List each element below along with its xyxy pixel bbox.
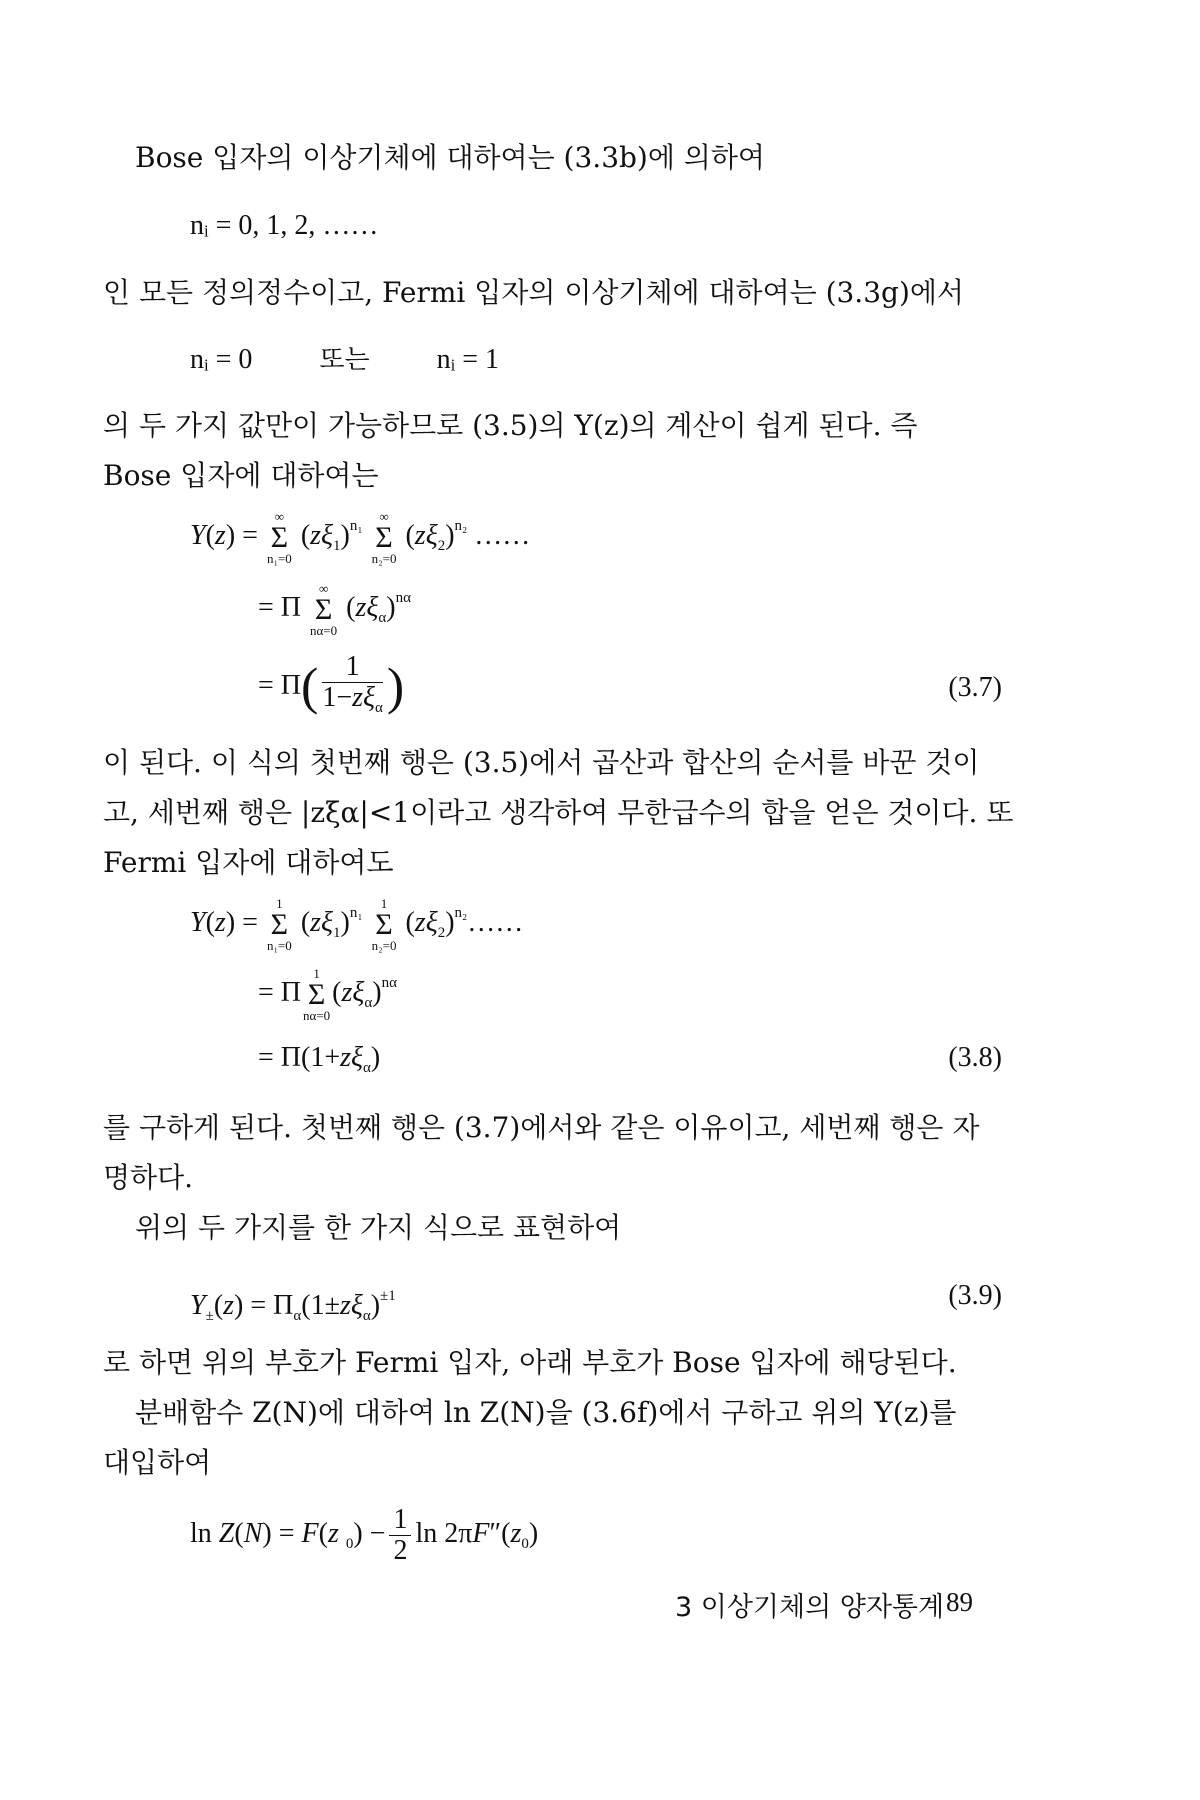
paragraph-line: 명하다. (103, 1161, 194, 1194)
paragraph-line: 를 구하게 된다. 첫번째 행은 (3.7)에서와 같은 이유이고, 세번째 행은 자 (103, 1111, 980, 1144)
equation-number: (3.7) (948, 672, 1002, 703)
equation-connector: 또는 (319, 345, 370, 375)
paragraph-line: 의 두 가지 값만이 가능하므로 (3.5)의 Y(z)의 계산이 쉽게 된다. 즉 (103, 409, 918, 442)
equation-3-7-line3: = Π( $\frac{1}{1-z\xi_\alpha}$ ) (258, 651, 405, 716)
paragraph-line: 대입하여 (103, 1446, 212, 1479)
paragraph-line: Fermi 입자에 대하여도 (103, 846, 394, 879)
running-footer: 3 이상기체의 양자통계 (675, 1592, 945, 1623)
equation-fermi-occupation (190, 342, 499, 378)
paragraph-line: Bose 입자의 이상기체에 대하여는 (3.3b)에 의하여 (135, 141, 765, 174)
paragraph-line: 고, 세번째 행은 |zξα|<1이라고 생각하여 무한급수의 합을 얻은 것이다. 또 (103, 796, 1014, 829)
page-number: 89 (946, 1587, 973, 1617)
equation-3-8-line1: Y(z) = 1 Σ n₁=0 $(z\xi_1)^{n_1}$ 1 Σ n₂=0 $(z\xi_2)^{n_2}\dots\dots$ (190, 895, 524, 953)
equation-term: nᵢ = 1 (436, 344, 499, 375)
paragraph-line: 분배함수 Z(N)에 대하여 ln Z(N)을 (3.6f)에서 구하고 위의 Y(z)를 (135, 1396, 957, 1429)
equation-number: (3.8) (948, 1042, 1002, 1073)
paragraph-line: 인 모든 정의정수이고, Fermi 입자의 이상기체에 대하여는 (3.3g)에서 (103, 276, 964, 309)
paragraph-line: 로 하면 위의 부호가 Fermi 입자, 아래 부호가 Bose 입자에 해당된다. (103, 1346, 957, 1379)
equation-3-8-line3: = $\Pi(1+z\xi_\alpha)$ (258, 1042, 381, 1076)
equation-bose-occupation: nᵢ = 0, 1, 2, …… (190, 210, 379, 241)
equation-3-9: $Y_\pm(z) = \Pi_\alpha(1\pm z\xi_\alpha)^{\pm 1}$ (190, 1288, 396, 1324)
equation-3-7-line1: Y(z) = ∞ Σ n₁=0 $(z\xi_1)^{n_1}$ ∞ Σ n₂=0 $(z\xi_2)^{n_2}$ …… (190, 508, 531, 566)
equation-3-7-line2: = Π ∞ Σ nα=0 $(z\xi_\alpha)^{n\alpha}$ (258, 580, 411, 638)
equation-ln-z: ln Z(N) = F(z $_0$) − $\frac{1}{2}$ $\ln 2\pi F''(z_0)$ (190, 1504, 539, 1566)
paragraph-line: 이 된다. 이 식의 첫번째 행은 (3.5)에서 곱산과 합산의 순서를 바꾼 것이 (103, 746, 980, 779)
paragraph-line: 위의 두 가지를 한 가지 식으로 표현하여 (135, 1211, 622, 1244)
equation-number: (3.9) (948, 1280, 1002, 1311)
equation-term: nᵢ = 0 (190, 344, 253, 375)
equation-3-8-line2: = Π 1 Σ nα=0 $(z\xi_\alpha)^{n\alpha}$ (258, 965, 397, 1023)
paragraph-line: Bose 입자에 대하여는 (103, 459, 379, 492)
